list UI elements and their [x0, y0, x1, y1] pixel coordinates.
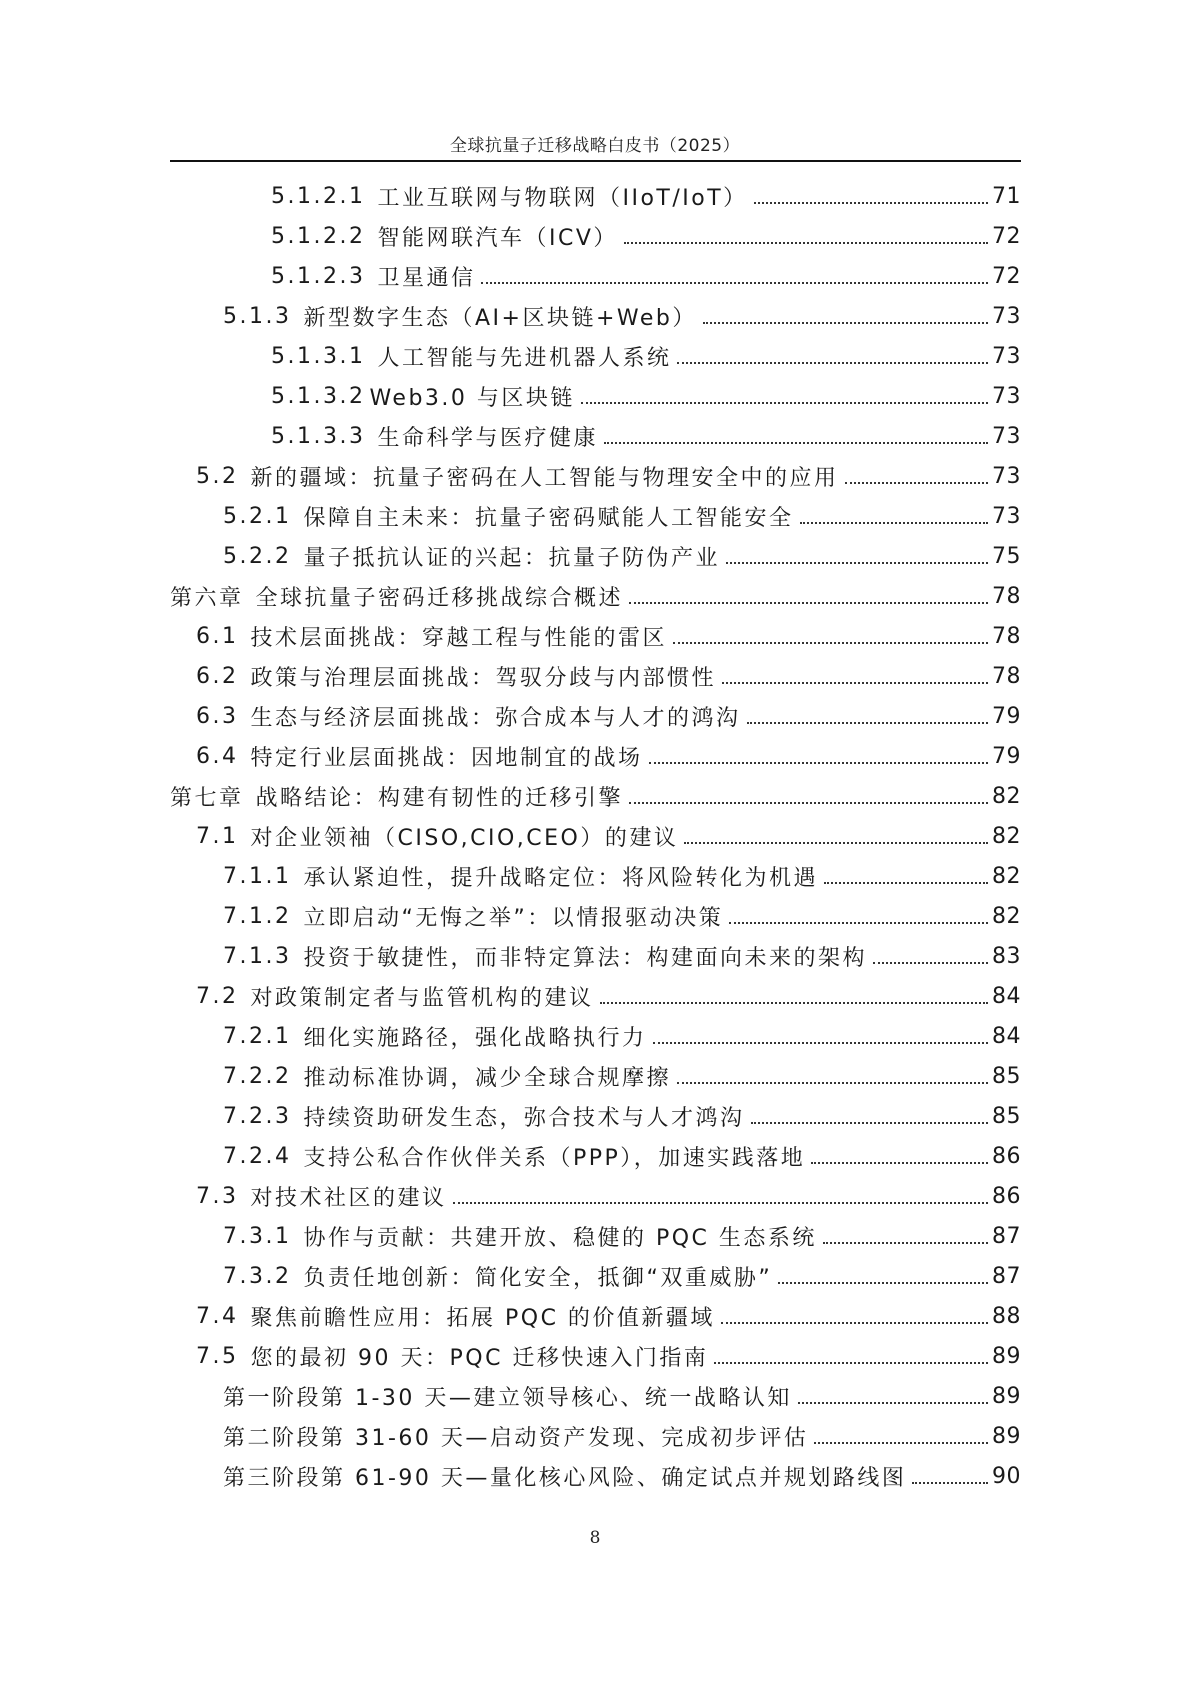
toc-dot-leader [677, 1065, 988, 1087]
toc-entry-title: 聚焦前瞻性应用：拓展 PQC 的价值新疆域 [250, 1305, 715, 1331]
toc-entry-page: 78 [992, 583, 1021, 609]
toc-entry-page: 78 [992, 623, 1021, 649]
toc-entry-title: 您的最初 90 天：PQC 迁移快速入门指南 [250, 1345, 709, 1371]
toc-entry-title: 生态与经济层面挑战：弥合成本与人才的鸿沟 [250, 705, 741, 731]
toc-entry[interactable] [170, 1176, 1021, 1216]
toc-dot-leader [677, 345, 988, 367]
toc-entry-page: 84 [992, 983, 1021, 1009]
toc-dot-leader [824, 865, 988, 887]
toc-entry[interactable] [170, 616, 1021, 656]
toc-entry[interactable] [170, 176, 1021, 216]
toc-entry-number: 7.1.1 [223, 863, 292, 889]
toc-entry-page: 73 [992, 423, 1021, 449]
toc-entry-title: 细化实施路径，强化战略执行力 [303, 1025, 647, 1051]
toc-entry-page: 79 [992, 743, 1021, 769]
toc-entry-number: 7.5 [196, 1343, 239, 1369]
toc-entry-number: 7.1.3 [223, 943, 292, 969]
toc-entry-page: 78 [992, 663, 1021, 689]
toc-entry-title: 第一阶段第 1-30 天—建立领导核心、统一战略认知 [223, 1385, 792, 1411]
toc-dot-leader [703, 305, 988, 327]
toc-entry[interactable] [170, 1456, 1021, 1496]
toc-entry-number: 5.1.3 [223, 303, 292, 329]
toc-entry[interactable] [170, 376, 1021, 416]
toc-entry-title: 量子抵抗认证的兴起：抗量子防伪产业 [303, 545, 720, 571]
toc-entry-number: 7.2 [196, 983, 239, 1009]
toc-entry-page: 75 [992, 543, 1021, 569]
toc-dot-leader [722, 665, 988, 687]
toc-dot-leader [778, 1265, 988, 1287]
toc-entry-page: 72 [992, 223, 1021, 249]
table-of-contents [170, 176, 1021, 1496]
toc-entry-title: 持续资助研发生态，弥合技术与人才鸿沟 [303, 1105, 745, 1131]
toc-dot-leader [721, 1305, 988, 1327]
toc-entry-title: 卫星通信 [377, 265, 476, 291]
toc-entry-title: 全球抗量子密码迁移挑战综合概述 [255, 585, 624, 611]
toc-dot-leader [726, 545, 988, 567]
toc-entry-number: 7.3.2 [223, 1263, 292, 1289]
toc-entry-title: 对政策制定者与监管机构的建议 [250, 985, 594, 1011]
toc-entry-number: 7.2.4 [223, 1143, 292, 1169]
toc-entry[interactable] [170, 656, 1021, 696]
toc-entry-number: 6.3 [196, 703, 239, 729]
toc-entry-title: 承认紧迫性，提升战略定位：将风险转化为机遇 [303, 865, 818, 891]
toc-dot-leader [604, 425, 988, 447]
toc-entry[interactable] [170, 1296, 1021, 1336]
toc-dot-leader [814, 1425, 988, 1447]
toc-entry-title: 对企业领袖（CISO,CIO,CEO）的建议 [250, 825, 679, 851]
toc-entry-page: 82 [992, 823, 1021, 849]
toc-entry[interactable] [170, 1016, 1021, 1056]
toc-entry[interactable] [170, 736, 1021, 776]
toc-entry-title: 生命科学与医疗健康 [377, 425, 598, 451]
toc-entry[interactable] [170, 856, 1021, 896]
toc-dot-leader [684, 825, 988, 847]
toc-entry-number: 7.4 [196, 1303, 239, 1329]
toc-entry-page: 73 [992, 503, 1021, 529]
toc-entry-page: 89 [992, 1343, 1021, 1369]
toc-entry-title: 战略结论：构建有韧性的迁移引擎 [255, 785, 624, 811]
toc-entry-title: 立即启动“无悔之举”：以情报驱动决策 [303, 905, 724, 931]
header-divider [170, 160, 1021, 162]
toc-entry-page: 85 [992, 1103, 1021, 1129]
toc-entry-page: 87 [992, 1223, 1021, 1249]
toc-entry-page: 73 [992, 463, 1021, 489]
toc-entry-page: 73 [992, 383, 1021, 409]
toc-entry[interactable] [170, 816, 1021, 856]
toc-entry[interactable] [170, 1136, 1021, 1176]
toc-dot-leader [873, 945, 988, 967]
toc-entry-number: 7.1.2 [223, 903, 292, 929]
toc-entry[interactable] [170, 1216, 1021, 1256]
toc-entry-number: 5.2 [196, 463, 239, 489]
toc-entry-number: 第七章 [170, 785, 244, 811]
toc-entry[interactable] [170, 296, 1021, 336]
toc-entry-title: 新的疆域：抗量子密码在人工智能与物理安全中的应用 [250, 465, 839, 491]
toc-entry-page: 84 [992, 1023, 1021, 1049]
toc-entry[interactable] [170, 776, 1021, 816]
toc-entry[interactable] [170, 1096, 1021, 1136]
toc-entry-page: 89 [992, 1383, 1021, 1409]
toc-entry-page: 73 [992, 303, 1021, 329]
toc-entry-page: 88 [992, 1303, 1021, 1329]
toc-entry-number: 7.2.1 [223, 1023, 292, 1049]
toc-entry-page: 79 [992, 703, 1021, 729]
toc-entry-page: 87 [992, 1263, 1021, 1289]
toc-entry-title: 智能网联汽车（ICV） [377, 225, 618, 251]
toc-entry[interactable] [170, 936, 1021, 976]
toc-entry-page: 90 [992, 1463, 1021, 1489]
toc-entry-page: 89 [992, 1423, 1021, 1449]
toc-entry-page: 73 [992, 343, 1021, 369]
toc-entry-title: 投资于敏捷性，而非特定算法：构建面向未来的架构 [303, 945, 867, 971]
toc-entry-page: 86 [992, 1183, 1021, 1209]
toc-entry-number: 7.2.3 [223, 1103, 292, 1129]
toc-entry-number: 5.1.2.3 [271, 263, 366, 289]
toc-entry-title: 人工智能与先进机器人系统 [377, 345, 672, 371]
toc-dot-leader [747, 705, 988, 727]
toc-dot-leader [751, 1105, 989, 1127]
toc-dot-leader [653, 1025, 989, 1047]
toc-entry[interactable] [170, 696, 1021, 736]
toc-entry-title: 对技术社区的建议 [250, 1185, 447, 1211]
toc-entry-number: 5.1.2.2 [271, 223, 366, 249]
toc-entry-title: 第三阶段第 61-90 天—量化核心风险、确定试点并规划路线图 [223, 1465, 907, 1491]
toc-entry-number: 5.1.3.2 [271, 383, 366, 409]
toc-entry-page: 82 [992, 783, 1021, 809]
toc-entry-number: 第六章 [170, 585, 244, 611]
toc-entry[interactable] [170, 976, 1021, 1016]
toc-entry-title: 保障自主未来：抗量子密码赋能人工智能安全 [303, 505, 794, 531]
toc-entry-number: 5.2.1 [223, 503, 292, 529]
toc-entry[interactable] [170, 896, 1021, 936]
toc-dot-leader [800, 505, 989, 527]
toc-entry-title: 第二阶段第 31-60 天—启动资产发现、完成初步评估 [223, 1425, 809, 1451]
toc-entry-title: 支持公私合作伙伴关系（PPP），加速实践落地 [303, 1145, 806, 1171]
toc-dot-leader [798, 1385, 988, 1407]
toc-entry[interactable] [170, 496, 1021, 536]
toc-entry[interactable] [170, 1256, 1021, 1296]
toc-entry-title: 工业互联网与物联网（IIoT/IoT） [377, 185, 748, 211]
toc-entry-title: 技术层面挑战：穿越工程与性能的雷区 [250, 625, 668, 651]
toc-dot-leader [673, 625, 988, 647]
toc-dot-leader [823, 1225, 988, 1247]
toc-dot-leader [581, 385, 988, 407]
toc-entry-number: 6.4 [196, 743, 239, 769]
toc-dot-leader [754, 185, 988, 207]
toc-entry-page: 85 [992, 1063, 1021, 1089]
toc-entry-number: 5.1.3.3 [271, 423, 366, 449]
toc-entry-number: 5.1.3.1 [271, 343, 366, 369]
toc-entry-number: 7.1 [196, 823, 239, 849]
toc-entry-number: 6.1 [196, 623, 239, 649]
toc-entry-number: 5.1.2.1 [271, 183, 366, 209]
toc-entry-page: 86 [992, 1143, 1021, 1169]
toc-entry-title: 特定行业层面挑战：因地制宜的战场 [250, 745, 643, 771]
toc-dot-leader [624, 225, 988, 247]
toc-dot-leader [453, 1185, 988, 1207]
toc-entry-number: 7.3 [196, 1183, 239, 1209]
toc-entry-title: 新型数字生态（AI+区块链+Web） [303, 305, 697, 331]
toc-entry[interactable] [170, 1336, 1021, 1376]
page-number: 8 [589, 1528, 601, 1548]
toc-entry[interactable] [170, 1056, 1021, 1096]
toc-dot-leader [629, 785, 988, 807]
toc-dot-leader [912, 1465, 988, 1487]
toc-dot-leader [649, 745, 988, 767]
toc-dot-leader [811, 1145, 988, 1167]
toc-entry-page: 83 [992, 943, 1021, 969]
toc-entry-title: Web3.0 与区块链 [369, 385, 575, 411]
toc-entry-number: 5.2.2 [223, 543, 292, 569]
toc-entry[interactable] [170, 536, 1021, 576]
toc-entry-title: 协作与贡献：共建开放、稳健的 PQC 生态系统 [303, 1225, 817, 1251]
toc-entry-title: 负责任地创新：简化安全，抵御“双重威胁” [303, 1265, 773, 1291]
toc-entry-number: 7.3.1 [223, 1223, 292, 1249]
toc-entry-number: 7.2.2 [223, 1063, 292, 1089]
toc-entry-title: 推动标准协调，减少全球合规摩擦 [303, 1065, 671, 1091]
running-header-title: 全球抗量子迁移战略白皮书（2025） [449, 136, 741, 156]
toc-entry-page: 82 [992, 863, 1021, 889]
toc-entry-page: 82 [992, 903, 1021, 929]
toc-entry[interactable] [170, 576, 1021, 616]
toc-entry-number: 6.2 [196, 663, 239, 689]
toc-dot-leader [714, 1345, 988, 1367]
toc-entry[interactable] [170, 416, 1021, 456]
toc-entry-page: 72 [992, 263, 1021, 289]
toc-dot-leader [481, 265, 988, 287]
toc-entry[interactable] [170, 1376, 1021, 1416]
toc-entry-title: 政策与治理层面挑战：驾驭分歧与内部惯性 [250, 665, 717, 691]
toc-dot-leader [729, 905, 988, 927]
toc-entry[interactable] [170, 216, 1021, 256]
toc-dot-leader [845, 465, 988, 487]
toc-dot-leader [600, 985, 988, 1007]
toc-dot-leader [629, 585, 988, 607]
toc-entry[interactable] [170, 336, 1021, 376]
toc-entry-page: 71 [992, 183, 1021, 209]
toc-entry[interactable] [170, 456, 1021, 496]
toc-entry[interactable] [170, 256, 1021, 296]
toc-entry[interactable] [170, 1416, 1021, 1456]
